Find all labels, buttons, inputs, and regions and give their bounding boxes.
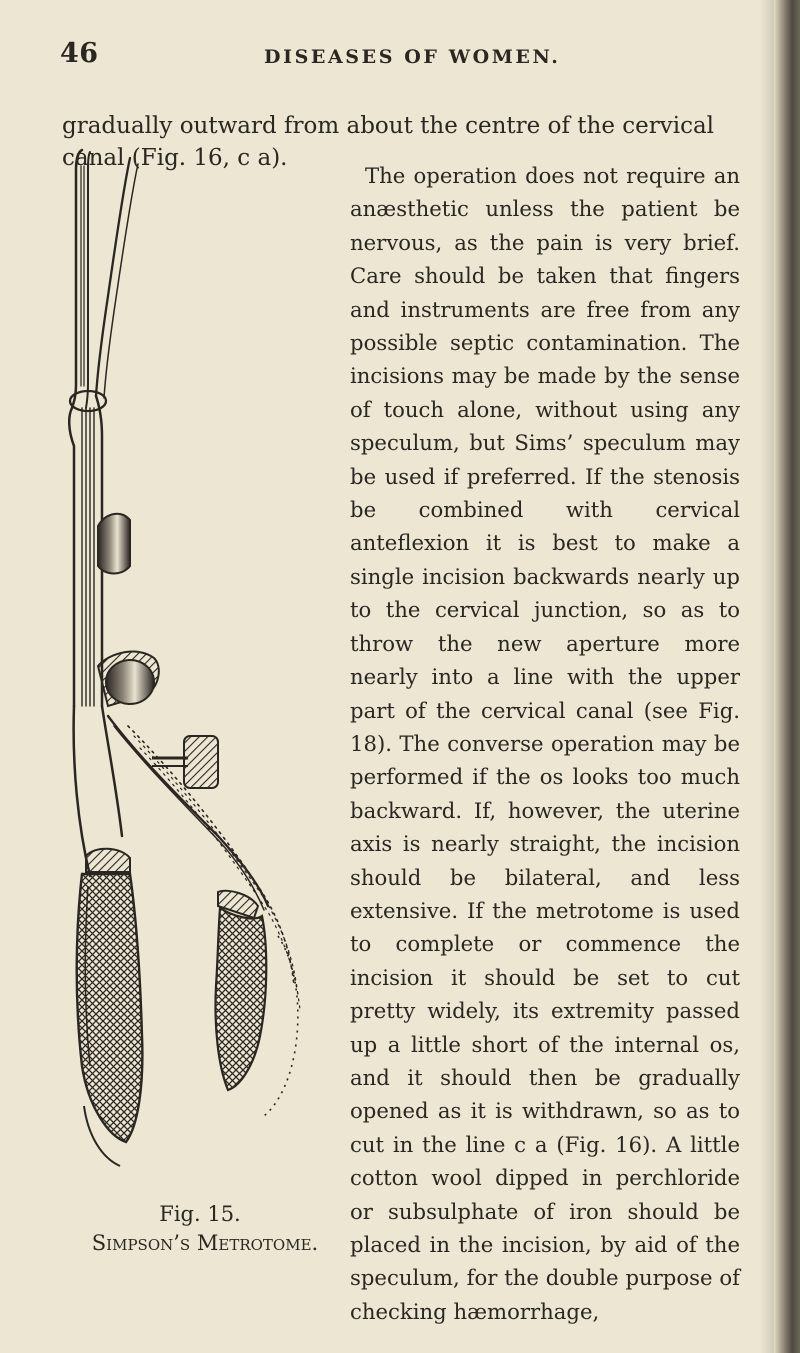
running-head: DISEASES OF WOMEN. <box>264 46 561 68</box>
figure-label: Fig. 15. <box>159 1202 241 1226</box>
book-page-edge <box>774 0 800 1353</box>
text-line-2: canal (Fig. 16, c a). <box>62 145 288 171</box>
page-shadow <box>760 0 774 1353</box>
metrotome-illustration <box>68 146 318 1176</box>
figure-caption <box>60 1200 350 1258</box>
text-line-1: gradually outward from about the centre of the cervical <box>62 113 715 139</box>
page-number: 46 <box>60 38 99 69</box>
body-paragraph: The operation does not require an anæsthetic unless the patient be nervous, as the pain is very brief. Care should be taken that fingers and instruments are free from any possible septic contamination. The incisions may be made by the sense of touch alone, without using any speculum, but Sims’ speculum may be used if preferred. If the stenosis be combined with cervical anteflexion it is best to make a single incision backwards nearly up to the cervical junction, so as to throw the new aperture more nearly into a line with the upper part of the cervical canal (see Fig. 18). The converse operation may be performed if the os looks too much backward. If, however, the uterine axis is nearly straight, the incision should be bilateral, and less extensive. If the metrotome is used to complete or commence the incision it should be set to cut pretty widely, its extremity passed up a little short of the internal os, and it should then be gradually opened as it is withdrawn, so as to cut in the line c a (Fig. 16). A little cotton wool dipped in perchloride or subsulphate of iron should be placed in the incision, by aid of the speculum, for the double purpose of checking hæmorrhage, <box>350 163 740 1324</box>
figure-title: Simpson’s Metrotome. <box>91 1231 319 1255</box>
